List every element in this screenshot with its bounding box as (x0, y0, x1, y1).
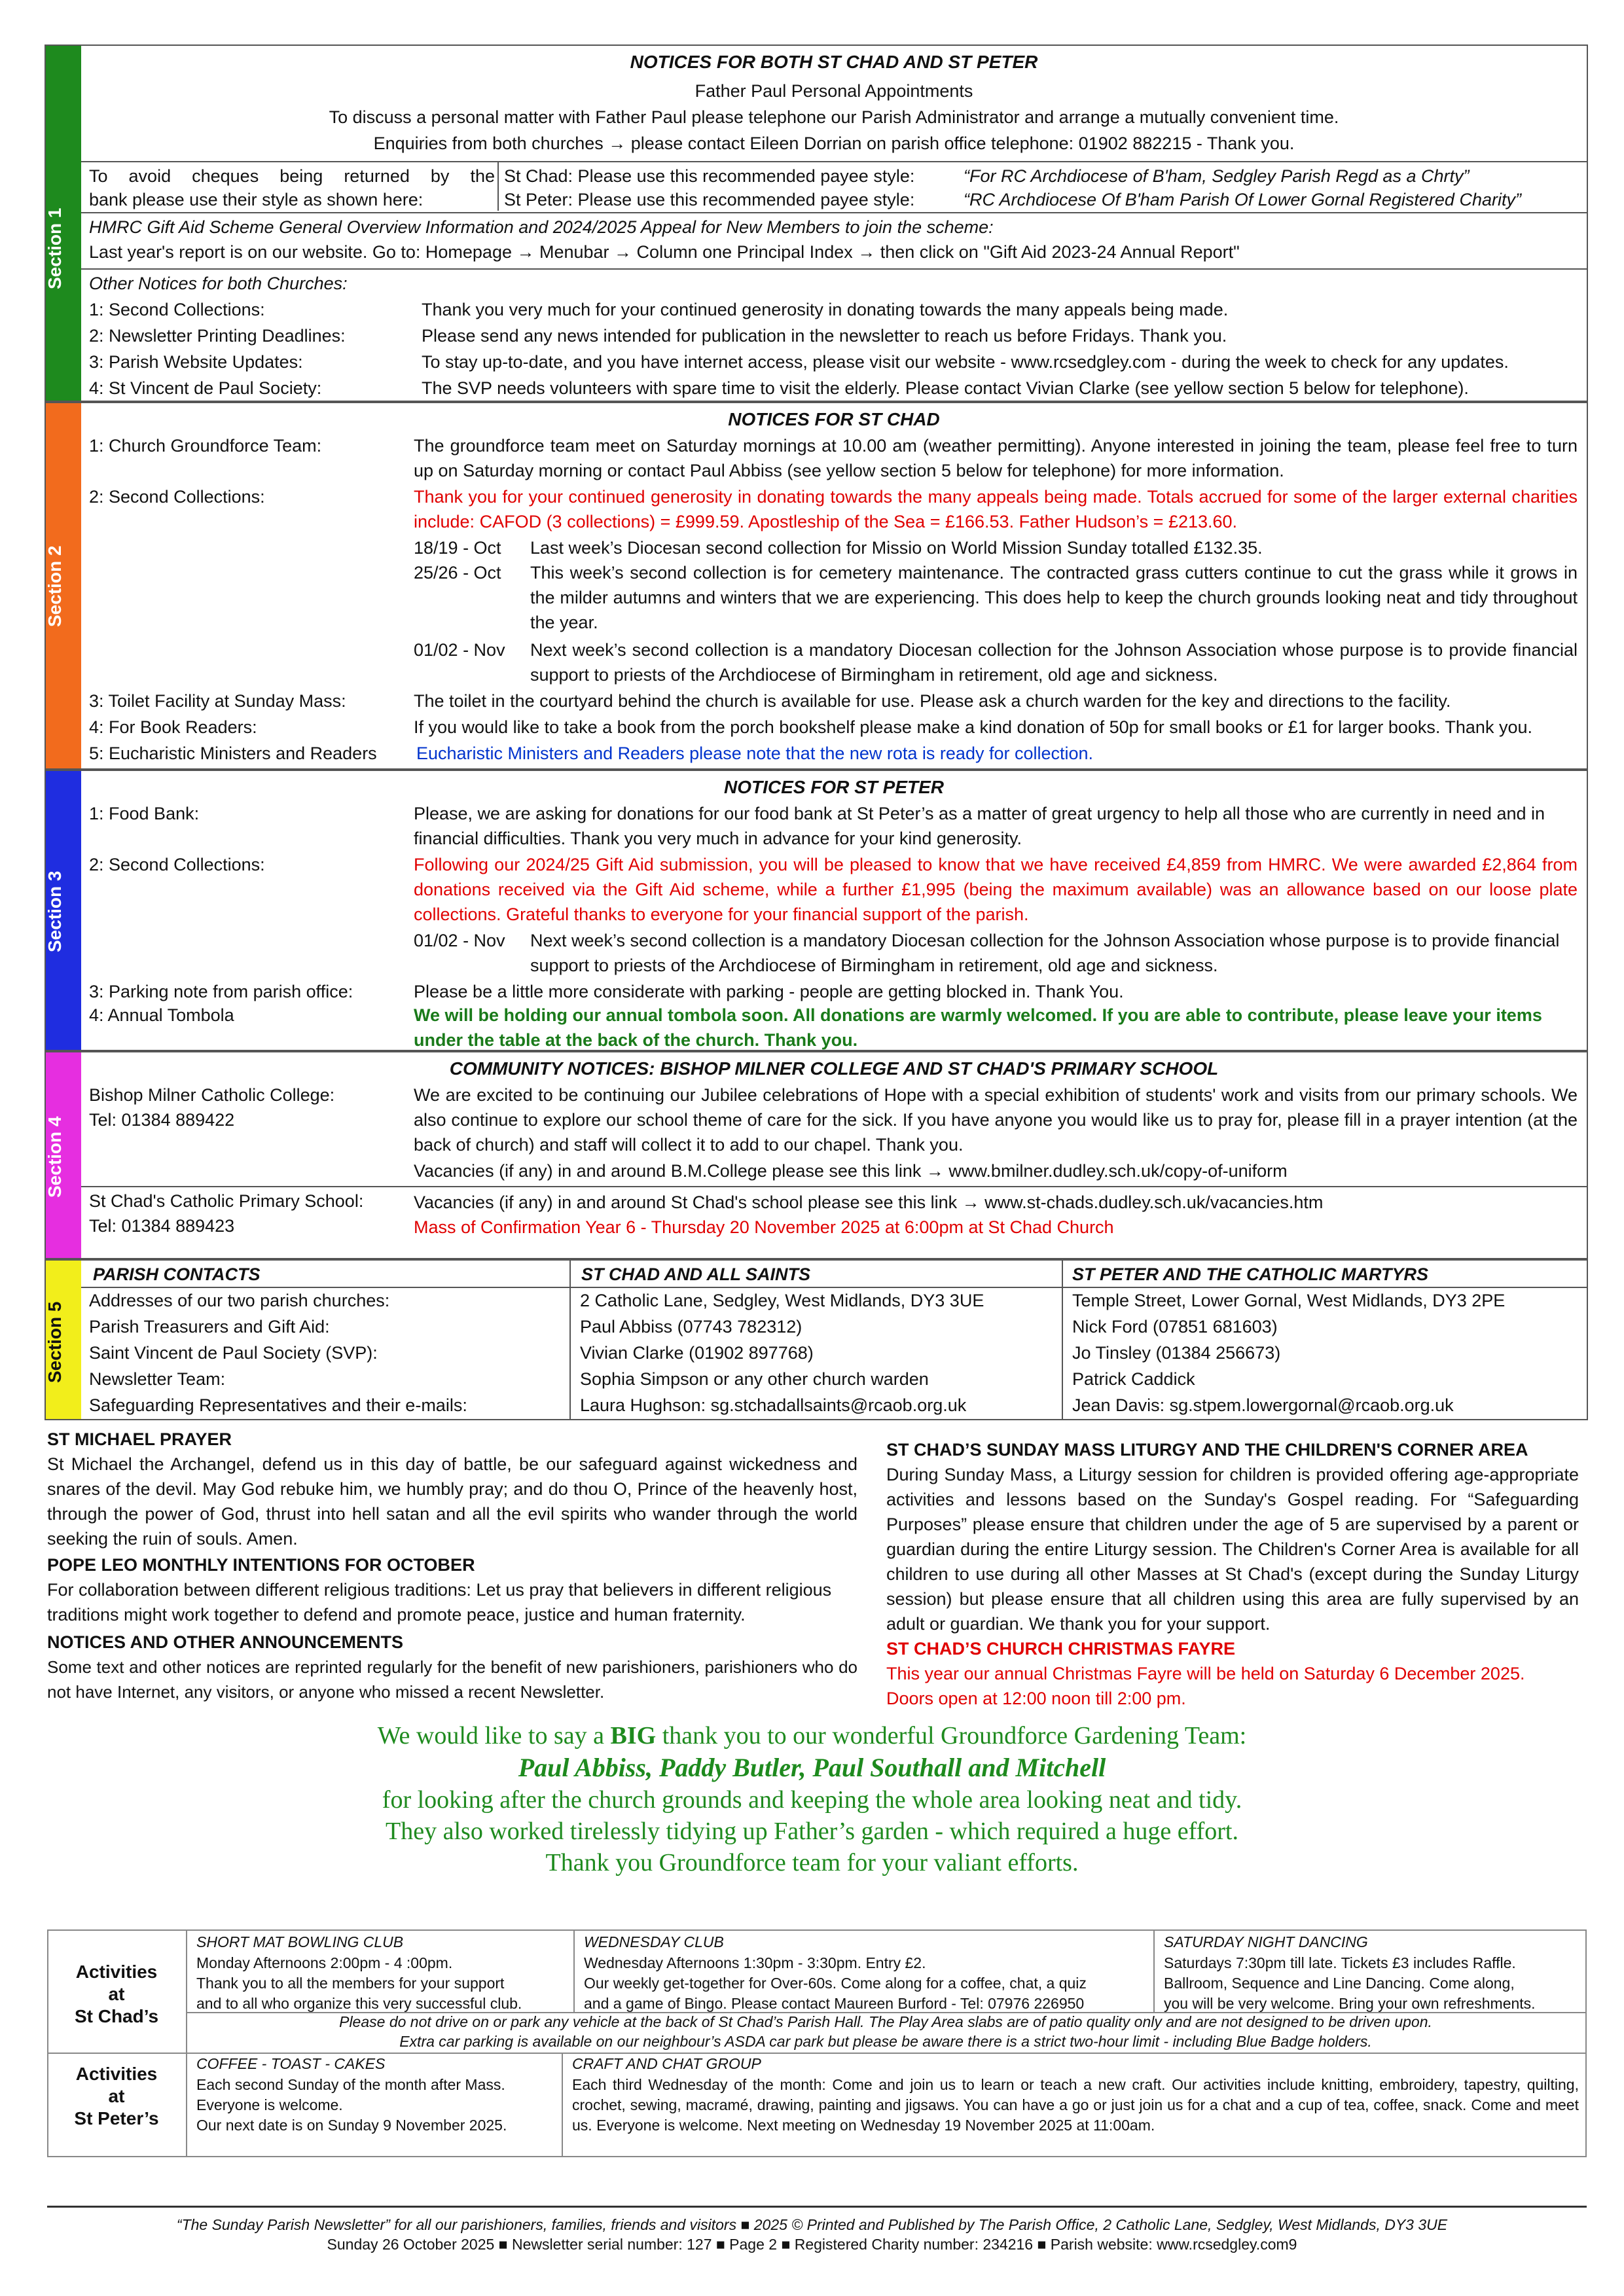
christmas-fayre-title: ST CHAD’S CHURCH CHRISTMAS FAYRE (886, 1639, 1236, 1659)
parking-note-2: Extra car parking is available on our neighbour’s ASDA car park but please be aware there is a strict two-hour limit - including Blue Badge holders. (399, 2033, 1372, 2050)
s1-item-3-key: 3: Parish Website Updates: (89, 352, 303, 372)
s4-sc-name: St Chad's Catholic Primary School: (89, 1191, 364, 1211)
s5-row4-peter: Patrick Caddick (1072, 1369, 1195, 1389)
s5-row5-label: Safeguarding Representatives and their e-mails: (89, 1395, 467, 1415)
s1-peter-payee: “RC Archdiocese Of B'ham Parish Of Lower Gornal Registered Charity” (964, 190, 1521, 209)
footer-rule (47, 2206, 1587, 2208)
s2-k4: 4: For Book Readers: (89, 717, 257, 737)
thanks-names: Paul Abbiss, Paddy Butler, Paul Southall and Mitchell (518, 1753, 1106, 1782)
s2-v5: Eucharistic Ministers and Readers please note that the new rota is ready for collection. (416, 744, 1094, 763)
s2-d2: 25/26 - Oct (414, 563, 501, 583)
s5-row3-label: Saint Vincent de Paul Society (SVP): (89, 1343, 378, 1363)
section-4-title: COMMUNITY NOTICES: BISHOP MILNER COLLEGE AND ST CHAD'S PRIMARY SCHOOL (449, 1058, 1219, 1079)
s2-k1: 1: Church Groundforce Team: (89, 436, 322, 456)
s5-row4-label: Newsletter Team: (89, 1369, 226, 1389)
section-2-title: NOTICES FOR ST CHAD (728, 409, 940, 429)
s2-k2: 2: Second Collections: (89, 487, 265, 507)
s2-d3: 01/02 - Nov (414, 640, 505, 660)
s3-v1: Please, we are asking for donations for our food bank at St Peter’s as a matter of great urgency to help all those who are currently in need and in financial difficulties. Thank you very much in advance for your kind generosity. (414, 804, 1545, 848)
s2-v4: If you would like to take a book from the porch bookshelf please make a kind donation of 50p for small books or £1 for larger books. Thank you. (414, 717, 1532, 737)
s5-row2-label: Parish Treasurers and Gift Aid: (89, 1317, 330, 1336)
s1-item-3-value: To stay up-to-date, and you have internet access, please visit our website - www.rcsedgley.com - during the week to check for any updates. (422, 352, 1509, 372)
s3-k3: 3: Parking note from parish office: (89, 982, 353, 1001)
section-1-title: NOTICES FOR BOTH ST CHAD AND ST PETER (630, 52, 1038, 72)
s3-v4: We will be holding our annual tombola soon. All donations are warmly welcomed. If you are able to contribute, please leave your items under the table at the back of the church. Thank you. (414, 1005, 1542, 1050)
childrens-corner-text: During Sunday Mass, a Liturgy session for children is provided offering age-appropriate activities and lessons based on the Sunday's Gospel reading. For “Safeguarding Purposes” please ensure that children under the age of 5 are supervised by a parent or guardian during the entire Liturgy session. The Children's Corner Area is available for all children to use during all other Masses at St Chad's (except during the Sunday Liturgy session) but please ensure that all children using this area are fully supervised by an adult or guardian. We thank you for your support. (886, 1465, 1579, 1634)
s1-hmrc-text: Last year's report is on our website. Go to: Homepage → Menubar → Column one Principal Index → then click on "Gift Aid 2023-24 Annual Report" (89, 242, 1240, 262)
s5-header-contacts: PARISH CONTACTS (93, 1265, 261, 1284)
s1-appointments-heading: Father Paul Personal Appointments (695, 81, 973, 101)
s1-item-2-value: Please send any news intended for publication in the newsletter to reach us before Fridays. Thank you. (422, 326, 1227, 346)
s5-header-chad: ST CHAD AND ALL SAINTS (581, 1265, 810, 1284)
thanks-line-3: for looking after the church grounds and keeping the whole area looking neat and tidy. (382, 1786, 1242, 1814)
s1-chad-payee: “For RC Archdiocese of B'ham, Sedgley Parish Regd as a Chrty” (964, 166, 1470, 186)
s1-item-2-key: 2: Newsletter Printing Deadlines: (89, 326, 346, 346)
s1-item-4-key: 4: St Vincent de Paul Society: (89, 378, 322, 398)
section-2-label: Section 2 (45, 545, 65, 628)
section-1 (45, 45, 1588, 402)
s1-item-4-value: The SVP needs volunteers with spare time to visit the elderly. Please contact Vivian Clarke (see yellow section 5 below for telephone). (422, 378, 1469, 398)
s5-row3-chad: Vivian Clarke (01902 897768) (580, 1343, 814, 1363)
st-michael-title: ST MICHAEL PRAYER (47, 1429, 232, 1449)
craft-text: Each third Wednesday of the month: Come and join us to learn or teach a new craft. Our activities include knitting, embroidery, tapestry, quilting, crochet, sewing, macramé, drawing, painting and jigsaws. You can have a go or just join us for a chat and a cup of tea, coffee, snack. Come and meet us. Everyone is welcome. Next meeting on Wednesday 19 November 2025 at 11:00am. (572, 2076, 1579, 2134)
christmas-fayre-doors: Doors open at 12:00 noon till 2:00 pm. (886, 1689, 1186, 1708)
thanks-line-5: Thank you Groundforce team for your valiant efforts. (545, 1849, 1079, 1876)
s2-d1: 18/19 - Oct (414, 538, 501, 558)
parking-note-1: Please do not drive on or park any vehicle at the back of St Chad’s Parish Hall. The Play Area slabs are of patio quality only and are not designed to be driven upon. (339, 2013, 1432, 2030)
s3-k4: 4: Annual Tombola (89, 1005, 234, 1025)
s3-k2: 2: Second Collections: (89, 855, 265, 874)
s2-d3t: Next week’s second collection is a mandatory Diocesan collection for the Johnson Association whose purpose is to provide financial support to priests of the Archdiocese of Birmingham in retirement, old age and sickness. (530, 640, 1578, 685)
s1-cheque-note-b: bank please use their style as shown here: (89, 190, 424, 209)
s5-row2-chad: Paul Abbiss (07743 782312) (580, 1317, 803, 1336)
section-2 (45, 402, 1588, 770)
s1-item-1-value: Thank you very much for your continued generosity in donating towards the many appeals being made. (422, 300, 1229, 319)
s2-v3: The toilet in the courtyard behind the church is available for use. Please ask a church warden for the key and directions to the facility. (414, 691, 1451, 711)
notices-text: Some text and other notices are reprinted regularly for the benefit of new parishioners, parishioners who do not have Internet, any visitors, or anyone who missed a recent Newsletter. (47, 1657, 857, 1702)
s5-row2-peter: Nick Ford (07851 681603) (1072, 1317, 1278, 1336)
coffee-text: Each second Sunday of the month after Mass. Everyone is welcome. Our next date is on Sunday 9 November 2025. (196, 2076, 507, 2134)
s4-bm-vacancies-link[interactable]: Vacancies (if any) in and around B.M.College please see this link → www.bmilner.dudley.sch.uk/copy-of-uniform (414, 1161, 1288, 1181)
st-michael-prayer: St Michael the Archangel, defend us in this day of battle, be our safeguard against wickedness and snares of the devil. May God rebuke him, we humbly pray; and do thou O, Prince of the heavenly host, through the power of God, thrust into hell satan and all the evil spirits who wander through the world seeking the ruin of souls. Amen. (47, 1454, 857, 1549)
s4-bm-tel: Tel: 01384 889422 (89, 1110, 235, 1130)
section-4 (45, 1051, 1588, 1259)
s5-row1-peter: Temple Street, Lower Gornal, West Midlands, DY3 2PE (1072, 1291, 1506, 1310)
s5-row5-chad: Laura Hughson: sg.stchadallsaints@rcaob.org.uk (580, 1395, 967, 1415)
s1-enquiries-text: Enquiries from both churches → please contact Eileen Dorrian on parish office telephone: 01902 882215 - Thank you. (373, 134, 1295, 153)
s4-bm-text: We are excited to be continuing our Jubilee celebrations of Hope with a special exhibition of students' work and visits from our primary schools. We also continue to explore our school theme of care for the sick. If you have anyone you would like us to pray for, please fill in a prayer intention (at the back of church) and staff will collect it to add to our chapel. Thank you. (414, 1085, 1578, 1155)
footer-line-1: “The Sunday Parish Newsletter” for all our parishioners, families, friends and visitors ■ 2025 © Printed and Published by The Parish Office, 2 Catholic Lane, Sedgley, West Midlands, DY3 3UE (176, 2216, 1448, 2233)
s4-sc-vacancies-link[interactable]: Vacancies (if any) in and around St Chad's school please see this link → www.st-chads.dudley.sch.uk/vacancies.htm (414, 1193, 1324, 1212)
section-4-label: Section 4 (45, 1116, 65, 1198)
s3-d1t: Next week’s second collection is a mandatory Diocesan collection for the Johnson Association whose purpose is to provide financial support to priests of the Archdiocese of Birmingham in retirement, old age and sickness. (530, 931, 1560, 975)
s5-row1-label: Addresses of our two parish churches: (89, 1291, 390, 1310)
s1-other-title: Other Notices for both Churches: (89, 274, 348, 293)
wednesday-club-text: Wednesday Afternoons 1:30pm - 3:30pm. Entry £2. Our weekly get-together for Over-60s. Come along for a coffee, chat, a quiz and a game of Bingo. Please contact Maureen Burford - Tel: 07976 226950 (584, 1954, 1087, 2012)
s2-d1t: Last week’s Diocesan second collection for Missio on World Mission Sunday totalled £132.35. (530, 538, 1263, 558)
section-3-label: Section 3 (45, 870, 65, 953)
section-5 (45, 1259, 1588, 1420)
s3-d1: 01/02 - Nov (414, 931, 505, 950)
childrens-corner-title: ST CHAD’S SUNDAY MASS LITURGY AND THE CHILDREN'S CORNER AREA (886, 1440, 1528, 1460)
s1-peter-payee-label: St Peter: Please use this recommended payee style: (504, 190, 915, 209)
s1-hmrc-title: HMRC Gift Aid Scheme General Overview Information and 2024/2025 Appeal for New Members to join the scheme: (89, 217, 994, 237)
s5-header-peter: ST PETER AND THE CATHOLIC MARTYRS (1072, 1265, 1429, 1284)
dancing-title: SATURDAY NIGHT DANCING (1164, 1933, 1368, 1950)
section-5-label: Section 5 (45, 1301, 65, 1384)
thanks-line-1 (0, 1720, 1624, 1751)
christmas-fayre-date: This year our annual Christmas Fayre will be held on Saturday 6 December 2025. (886, 1664, 1525, 1683)
s5-row1-chad: 2 Catholic Lane, Sedgley, West Midlands, DY3 3UE (580, 1291, 984, 1310)
thanks-line-4: They also worked tirelessly tidying up Father’s garden - which required a huge effort. (386, 1818, 1238, 1845)
s2-k5: 5: Eucharistic Ministers and Readers (89, 744, 377, 763)
s2-k3: 3: Toilet Facility at Sunday Mass: (89, 691, 346, 711)
s1-appointments-text: To discuss a personal matter with Father Paul please telephone our Parish Administrator and arrange a mutually convenient time. (329, 107, 1339, 127)
thanks-line-1a: We would like to say a (377, 1722, 611, 1749)
footer-line-2: Sunday 26 October 2025 ■ Newsletter serial number: 127 ■ Page 2 ■ Registered Charity number: 234216 ■ Parish website: www.rcsedgley.com9 (327, 2236, 1297, 2253)
pope-leo-text: For collaboration between different religious traditions: Let us pray that believers in different religious traditions might work together to defend and promote peace, justice and human fraternity. (47, 1580, 832, 1624)
activities-chad-label: Activities at St Chad’s (74, 1962, 159, 2026)
s5-row3-peter: Jo Tinsley (01384 256673) (1072, 1343, 1281, 1363)
s3-v2: Following our 2024/25 Gift Aid submission, you will be pleased to know that we have received £4,859 from HMRC. We were awarded £2,864 from donations received via the Gift Aid scheme, while a further £1,995 (being the maximum available) was an allowance based on our loose plate collections. Grateful thanks to everyone for your financial support of the parish. (414, 855, 1578, 924)
s5-row4-chad: Sophia Simpson or any other church warden (580, 1369, 929, 1389)
pope-leo-title: POPE LEO MONTHLY INTENTIONS FOR OCTOBER (47, 1555, 475, 1575)
s4-sc-mass: Mass of Confirmation Year 6 - Thursday 20 November 2025 at 6:00pm at St Chad Church (414, 1217, 1114, 1237)
s2-v2: Thank you for your continued generosity in donating towards the many appeals being made. Totals accrued for some of the larger external charities include: CAFOD (3 collections) = £999.59. Apostleship of the Sea = £166.53. Father Hudson’s = £213.60. (414, 487, 1578, 531)
s2-v1: The groundforce team meet on Saturday mornings at 10.00 am (weather permitting). Anyone interested in joining the team, please feel free to turn up on Saturday morning or contact Paul Abbiss (see yellow section 5 below for telephone) for more information. (414, 436, 1578, 480)
coffee-title: COFFEE - TOAST - CAKES (196, 2055, 386, 2072)
notices-title: NOTICES AND OTHER ANNOUNCEMENTS (47, 1632, 404, 1652)
thanks-line-1c: thank you to our wonderful Groundforce Gardening Team: (656, 1722, 1247, 1749)
bowling-title: SHORT MAT BOWLING CLUB (196, 1933, 404, 1950)
wednesday-club-title: WEDNESDAY CLUB (584, 1933, 724, 1950)
thanks-big: BIG (610, 1722, 657, 1749)
s2-d2t: This week’s second collection is for cemetery maintenance. The contracted grass cutters continue to cut the grass while it grows in the milder autumns and winters that we are experiencing. This does help to keep the church grounds looking neat and tidy throughout the year. (530, 563, 1578, 632)
s4-sc-tel: Tel: 01384 889423 (89, 1216, 235, 1236)
dancing-text: Saturdays 7:30pm till late. Tickets £3 includes Raffle. Ballroom, Sequence and Line Dancing. Come along, you will be very welcome. Bring your own refreshments. (1164, 1954, 1536, 2012)
section-3 (45, 770, 1588, 1051)
s5-row5-peter: Jean Davis: sg.stpem.lowergornal@rcaob.org.uk (1072, 1395, 1454, 1415)
s4-bm-name: Bishop Milner Catholic College: (89, 1085, 335, 1105)
craft-title: CRAFT AND CHAT GROUP (572, 2055, 761, 2072)
section-1-label: Section 1 (45, 207, 65, 290)
s3-v3: Please be a little more considerate with parking - people are getting blocked in. Thank You. (414, 982, 1124, 1001)
bowling-text: Monday Afternoons 2:00pm - 4 :00pm. Thank you to all the members for your support and to all who organize this very successful club. (196, 1954, 522, 2012)
section-3-title: NOTICES FOR ST PETER (723, 777, 945, 797)
activities-peter-label: Activities at St Peter’s (74, 2064, 159, 2128)
s1-chad-payee-label: St Chad: Please use this recommended payee style: (504, 166, 915, 186)
s1-item-1-key: 1: Second Collections: (89, 300, 265, 319)
s3-k1: 1: Food Bank: (89, 804, 200, 823)
s1-cheque-note-a: To avoid cheques being returned by the (89, 166, 495, 186)
